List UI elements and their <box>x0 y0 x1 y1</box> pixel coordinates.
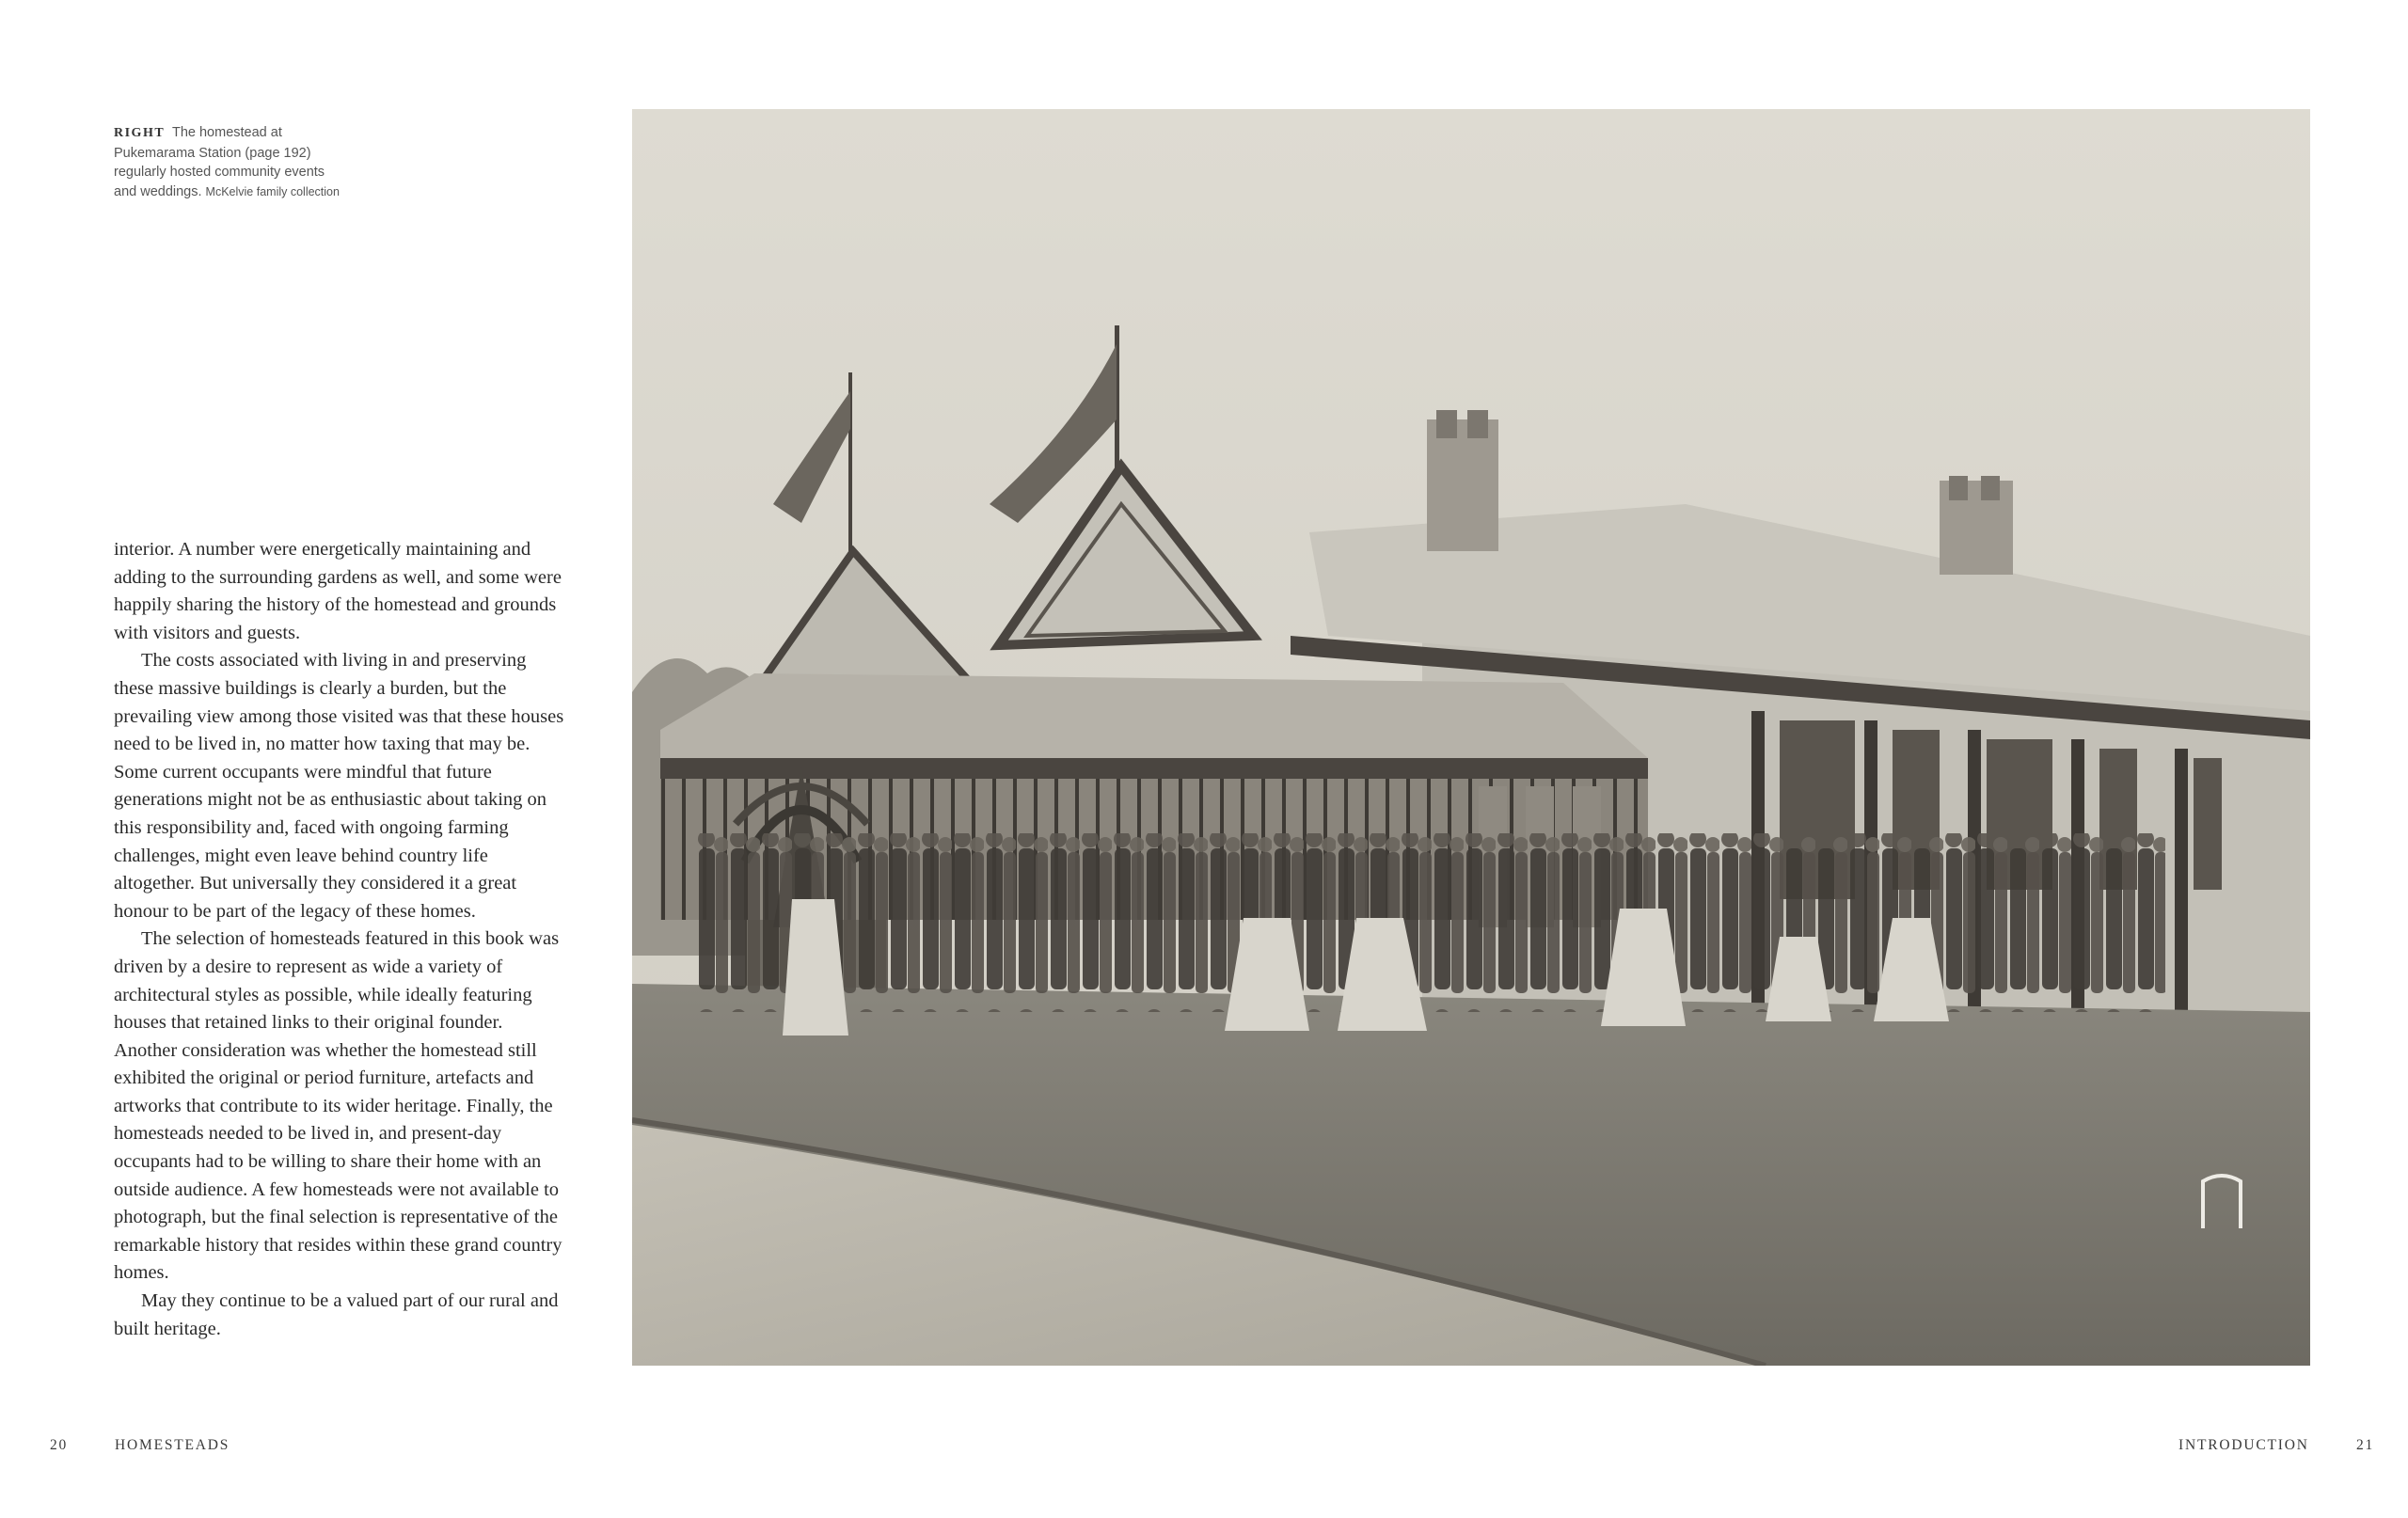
paragraph-2: The costs associated with living in and preserving these massive buildings is clearly a burden, but the prevailing view among those visited was that these houses need to be lived in, no matter how taxing that may be. Some current occupants were mindful that future generations might not be as enthusiastic about taking on this responsibility and, faced with ongoing farming challenges, might even leave behind country life altogether. But universally they considered it a great honour to be part of the legacy of these homes. <box>114 650 564 922</box>
paragraph-3: The selection of homesteads featured in this book was driven by a desire to represent as wide a variety of architectural styles as possible, while ideally featuring houses that retained links to their original founder. Another consideration was whether the homestead still exhibited the original or period furniture, artefacts and artworks that contribute to its wider heritage. Finally, the homesteads needed to be lived in, and present-day occupants had to be willing to share their home with an outside audience. A few homesteads were not available to photograph, but the final selection is representative of the remarkable history that resides within these grand country homes. <box>114 928 562 1284</box>
left-page-number: 20 <box>50 1437 69 1453</box>
left-running-head: HOMESTEADS <box>115 1437 230 1453</box>
photo-caption <box>114 123 340 201</box>
homestead-photo-illustration <box>632 109 2310 1366</box>
caption-credit: McKelvie family collection <box>205 184 340 198</box>
right-page-number: 21 <box>2356 1437 2375 1453</box>
caption-text: The homestead at Pukemarama Station (page 192) regularly hosted community events and weddings. <box>114 125 325 199</box>
historic-photo <box>632 109 2310 1366</box>
body-text <box>114 536 565 1343</box>
paragraph-1: interior. A number were energetically maintaining and adding to the surrounding gardens as well, and some were happily sharing the history of the homestead and grounds with visitors and guests. <box>114 539 562 643</box>
right-running-head: INTRODUCTION <box>2178 1437 2309 1453</box>
caption-label: RIGHT <box>114 126 166 140</box>
paragraph-4: May they continue to be a valued part of our rural and built heritage. <box>114 1290 559 1339</box>
